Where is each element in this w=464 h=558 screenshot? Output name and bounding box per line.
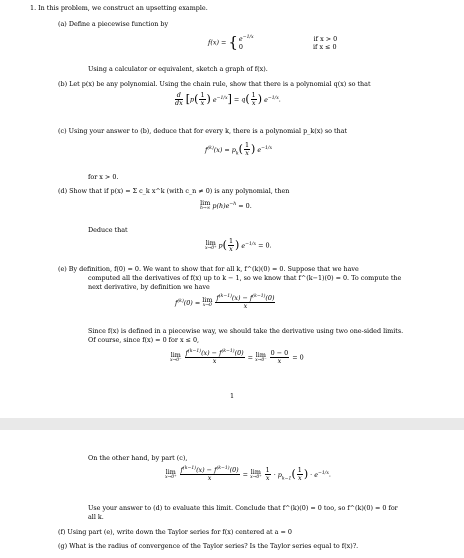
- part-a-sketch: Using a calculator or equivalent, sketch a graph of f(x).: [88, 65, 268, 73]
- part-d-limit2: lim x→0⁺ p( $\frac{1}{x}$ ) $e^{-1/x} = 0$.: [205, 237, 272, 254]
- part-e-line2: computed all the derivatives of f(x) up to k − 1, so we know that f^(k−1)(0) = 0. To compute the: [88, 274, 402, 282]
- page-number: 1: [229, 392, 235, 400]
- piecewise-equation: f(x) = { $e^{-1/x}$ if x > 0 0 if x ≤ 0: [208, 33, 338, 51]
- page2-right-limit: lim x→0⁺ $\frac{f^{(k-1)}(x) - f^{(k-1)}(0)}{x}$ = lim x→0⁺ $\frac{1}{x}$ · $p_{k-1}$( $\frac{1}{x}$ ) · $e^{-1/x}$.: [165, 465, 331, 483]
- part-c-for: for x > 0.: [88, 173, 119, 181]
- part-c-text: (c) Using your answer to (b), deduce that for every k, there is a polynomial p_k(x) so that: [58, 127, 348, 135]
- part-b-text: (b) Let p(x) be any polynomial. Using the chain rule, show that there is a polynomial q(x) so that: [58, 80, 371, 88]
- part-d-limit1: lim h→∞ $p(h)e^{-h} = 0$.: [200, 199, 252, 212]
- page2-intro: On the other hand, by part (c),: [88, 454, 188, 462]
- part-e-since2: Of course, since f(x) = 0 for x ≤ 0,: [88, 336, 200, 344]
- part-e-line3: next derivative, by definition we have: [88, 283, 210, 291]
- part-d-deduce: Deduce that: [88, 226, 128, 234]
- page2-use1: Use your answer to (d) to evaluate this limit. Conclude that f^(k)(0) = 0 too, so f^(k)(0) = 0 for: [88, 504, 398, 512]
- page-2: [0, 430, 464, 558]
- part-c-equation: $f^{(k)}(x) = p_k$( $\frac{1}{x}$ ) $e^{-1/x}$: [205, 141, 273, 158]
- part-a-label: (a) Define a piecewise function by: [58, 20, 169, 28]
- part-d-text: (d) Show that if p(x) = Σ c_k x^k (with c_n ≠ 0) is any polynomial, then: [58, 187, 290, 195]
- part-g-text: (g) What is the radius of convergence of the Taylor series? Is the Taylor series equal to f(x)?.: [58, 542, 359, 550]
- case1-condition: if x > 0: [313, 34, 338, 43]
- part-e-derivative-definition: $f^{(k)}(0)$ = lim x→0 $\frac{f^{(k-1)}(x) - f^{(k-1)}(0)}{x}$: [175, 293, 275, 311]
- part-e-left-limit: lim x→0⁻ $\frac{f^{(k-1)}(x) - f^{(k-1)}(0)}{x}$ = lim x→0⁻ $\frac{0 - 0}{x}$ = 0: [170, 348, 304, 366]
- part-f-text: (f) Using part (e), write down the Taylor series for f(x) centered at a = 0: [58, 528, 292, 536]
- page2-use2: all k.: [88, 513, 104, 521]
- problem-intro: 1. In this problem, we construct an upsetting example.: [30, 4, 208, 12]
- case2-condition: if x ≤ 0: [313, 42, 337, 51]
- part-b-equation: $\frac{d}{dx}$ [p( $\frac{1}{x}$ ) $e^{-1/x}] = q$( $\frac{1}{x}$ ) $e^{-1/x}$.: [175, 91, 281, 108]
- part-e-since1: Since f(x) is defined in a piecewise way, we should take the derivative using two one-sided limits.: [88, 327, 404, 335]
- part-e-line1: (e) By definition, f(0) = 0. We want to show that for all k, f^(k)(0) = 0. Suppose that we have: [58, 265, 359, 273]
